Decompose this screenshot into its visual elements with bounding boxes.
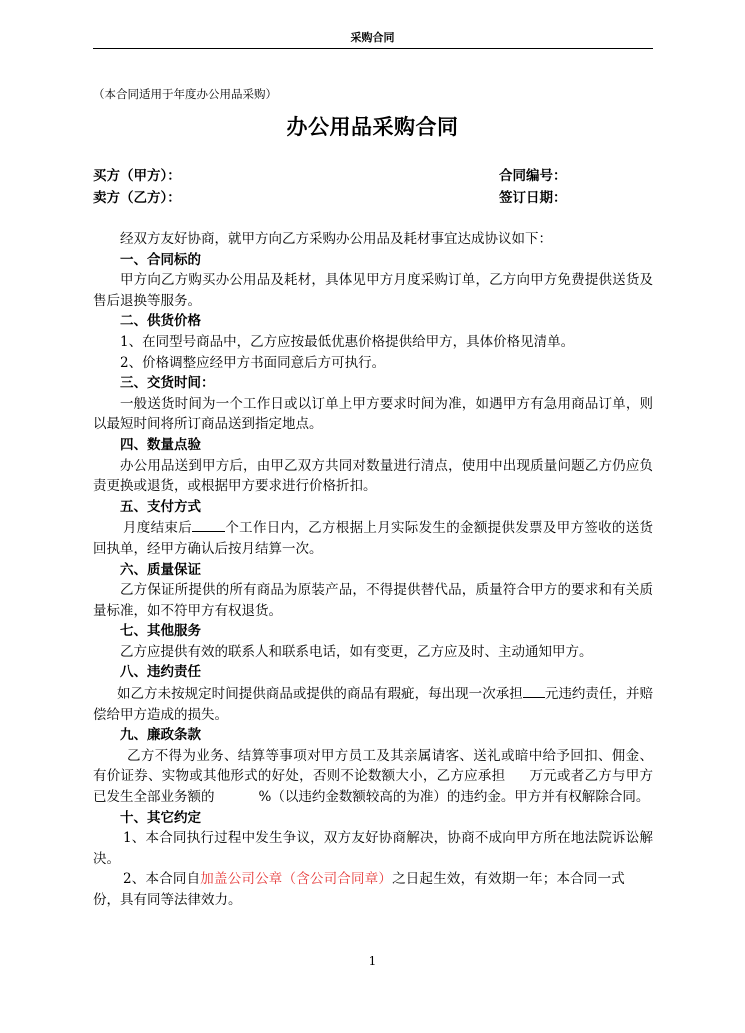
section-8-text <box>93 683 653 725</box>
section-2-item-1: 1、在同型号商品中，乙方应按最低优惠价格提供给甲方，具体价格见清单。 <box>120 333 575 350</box>
section-8-text-start: 如乙方未按规定时间提供商品或提供的商品有瑕疵，每出现一次承担 <box>117 686 523 703</box>
section-1-text: 甲方向乙方购买办公用品及耗材，具体见甲方月度采购订单，乙方向甲方免费提供送货及售后退换等服务。 <box>93 272 653 309</box>
section-5-text-end: 个工作日内，乙方根据上月实际发生的金额提供发票及甲方签收的送货回执单，经甲方确认后按月结算一次。 <box>93 520 654 557</box>
section-9-heading: 九、廉政条款 <box>120 727 201 744</box>
sign-date-label: 签订日期： <box>499 190 567 206</box>
section-6-heading: 六、质量保证 <box>120 561 201 578</box>
contract-body <box>93 229 653 911</box>
section-6-text: 乙方保证所提供的所有商品为原装产品，不得提供替代品，质量符合甲方的要求和有关质量标准，如不符甲方有权退货。 <box>93 582 653 619</box>
section-9-text-part-2: 万元或者乙方与甲方已发生全部业务额的 <box>93 768 654 806</box>
section-10-item-2-end: 份，具有同等法律效力。 <box>93 892 242 908</box>
section-8-text-end: 元违约责任，并赔偿给甲方造成的损失。 <box>93 686 654 723</box>
section-3-heading: 三、交货时间： <box>120 375 215 392</box>
document-title: 办公用品采购合同 <box>286 114 459 139</box>
section-10-item-2-start: 2、本合同自 <box>123 871 201 888</box>
section-2-heading: 二、供货价格 <box>120 313 201 330</box>
section-10-item-1: 1、本合同执行过程中发生争议，双方友好协商解决，协商不成向甲方所在地法院诉讼解决。 <box>93 830 653 867</box>
scope-note: （本合同适用于年度办公用品采购） <box>93 87 277 101</box>
section-4-text: 办公用品送到甲方后，由甲乙双方共同对数量进行清点，使用中出现质量问题乙方仍应负责更换或退货，或根据甲方要求进行价格折扣。 <box>93 457 653 495</box>
section-10-item-2-middle: 之日起生效，有效期一年；本合同一式 <box>392 871 626 888</box>
section-9-text <box>93 746 653 808</box>
section-10-heading: 十、其它约定 <box>120 809 201 826</box>
intro-paragraph: 经双方友好协商，就甲方向乙方采购办公用品及耗材事宜达成协议如下： <box>120 231 552 247</box>
page-number: 1 <box>368 954 377 968</box>
section-3-text: 一般送货时间为一个工作日或以订单上甲方要求时间为准，如遇甲方有急用商品订单，则以最短时间将所订商品送到指定地点。 <box>93 395 653 433</box>
workdays-blank <box>192 517 225 532</box>
section-5-text <box>93 517 653 559</box>
running-header: 采购合同 <box>350 31 395 44</box>
section-8-heading: 八、违约责任 <box>120 664 201 681</box>
company-seal-text: 加盖公司公章（含公司合同章） <box>200 871 393 888</box>
section-1-heading: 一、合同标的 <box>120 251 201 268</box>
section-7-text: 乙方应提供有效的联系人和联系电话，如有变更，乙方应及时、主动通知甲方。 <box>120 643 593 660</box>
seller-label: 卖方（乙方）： <box>93 190 181 206</box>
buyer-label: 买方（甲方）： <box>93 168 181 184</box>
section-2-item-2: 2、价格调整应经甲方书面同意后方可执行。 <box>120 354 386 371</box>
penalty-amount-blank <box>523 683 545 698</box>
section-9-text-part-1: 乙方不得为业务、结算等事项对甲方员工及其亲属请客、送礼或暗中给予回扣、佣金、有价证券、实物或其他形式的好处，否则不论数额大小，乙方应承担 <box>93 747 653 785</box>
section-7-heading: 七、其他服务 <box>120 623 201 640</box>
section-4-heading: 四、数量点验 <box>120 436 201 453</box>
header-rule <box>93 48 653 49</box>
section-10-item-2 <box>93 869 653 910</box>
section-9-text-part-3: %（以违约金数额较高的为准）的违约金。甲方并有权解除合同。 <box>258 789 650 806</box>
section-5-heading: 五、支付方式 <box>120 498 201 515</box>
section-5-text-start: 月度结束后 <box>123 520 193 537</box>
contract-number-label: 合同编号： <box>499 168 567 184</box>
